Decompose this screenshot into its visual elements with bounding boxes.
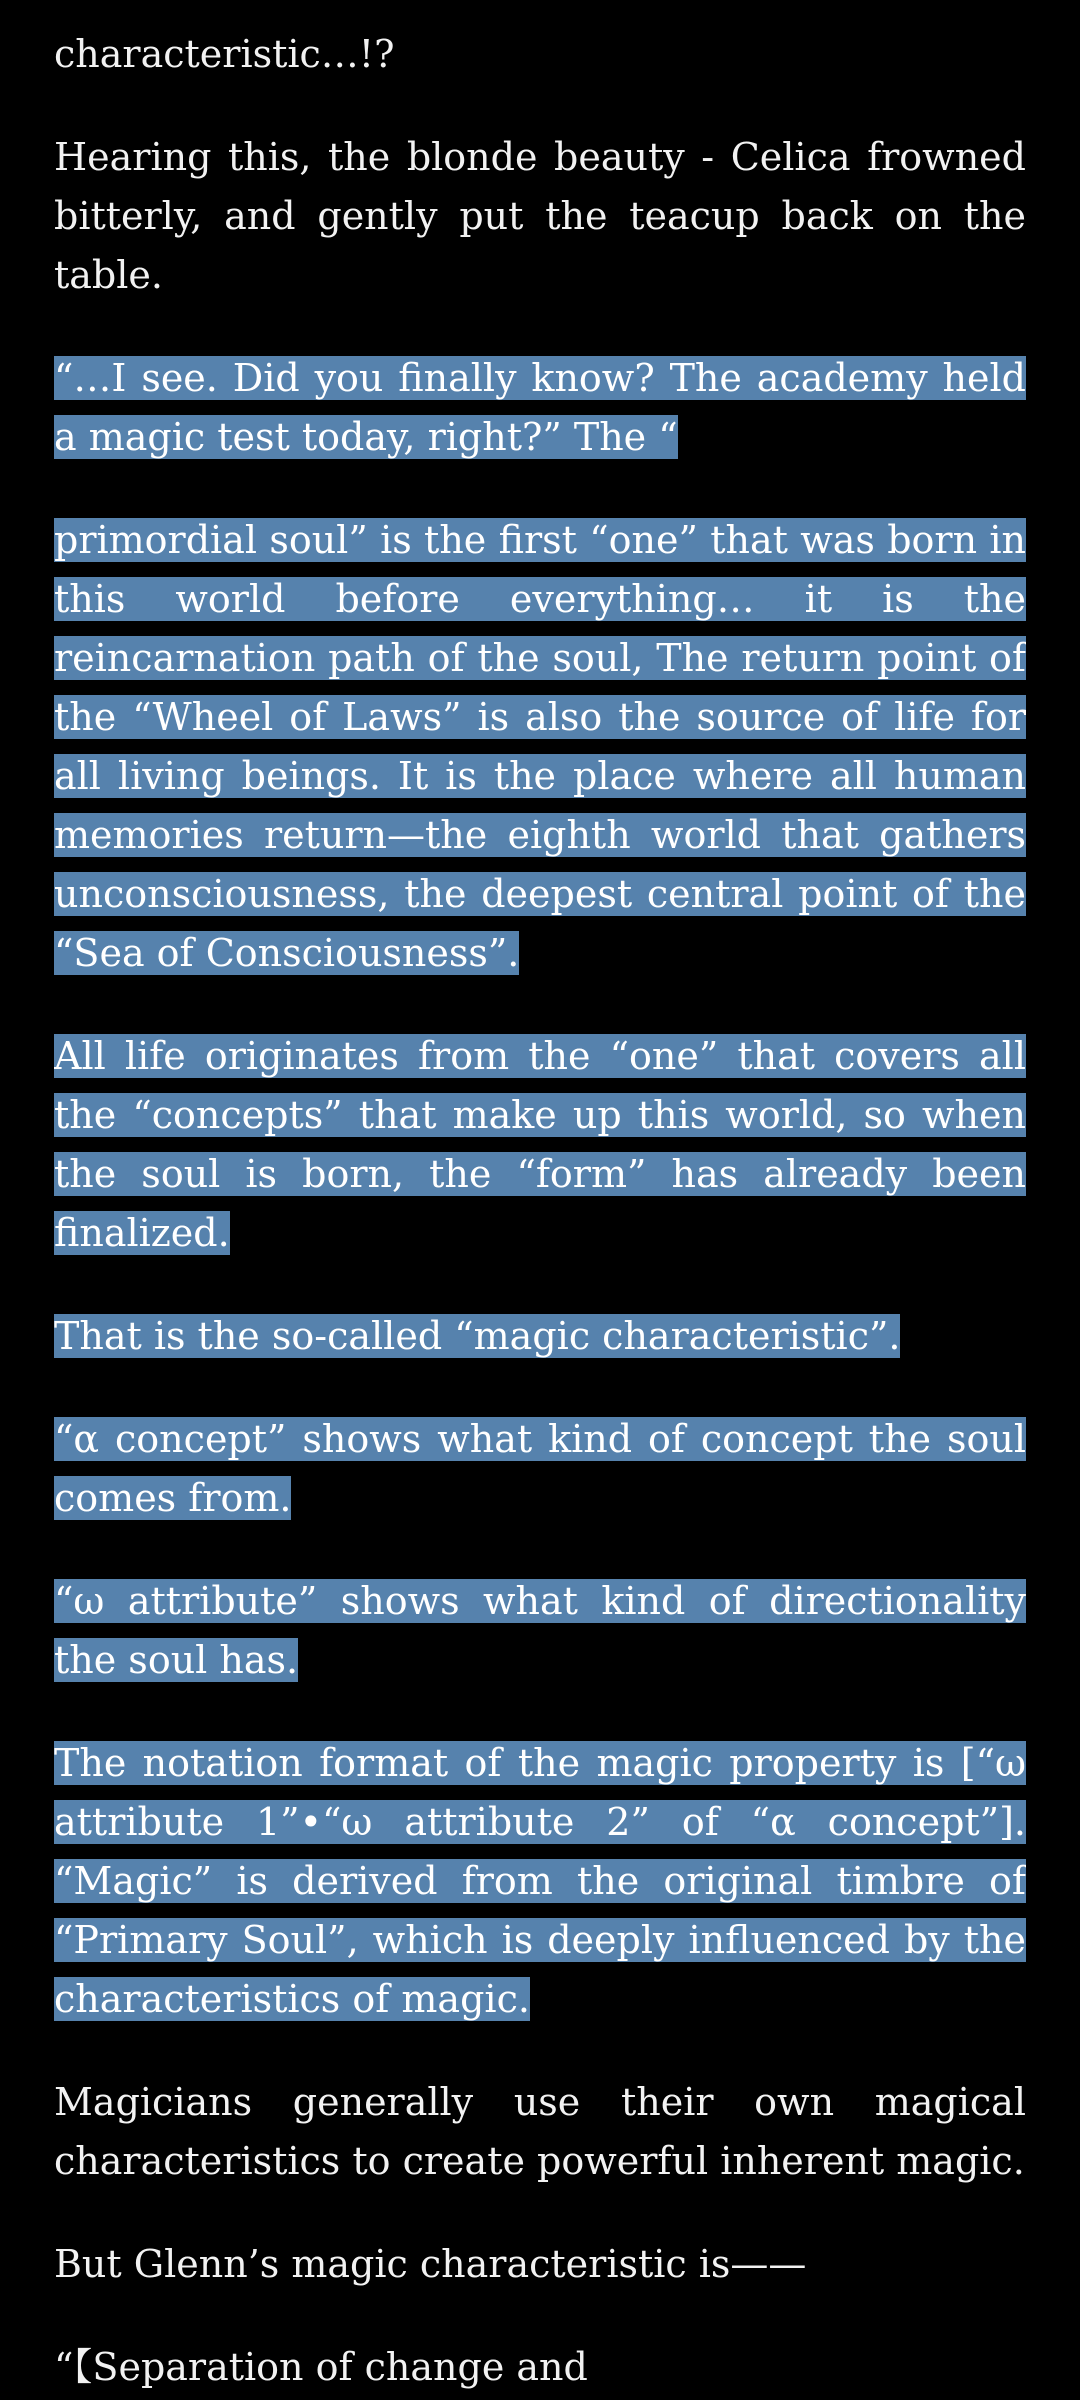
paragraph-text: Hearing this, the blonde beauty - Celica frowned bitterly, and gently put the teacup back on the table. (54, 135, 1026, 297)
paragraph-selected[interactable] (54, 349, 1026, 467)
selected-text[interactable]: All life originates from the “one” that covers all the “concepts” that make up this world, so when the soul is born, the “form” has already been finalized. (54, 1034, 1026, 1255)
paragraph-selected[interactable] (54, 511, 1026, 983)
reader-text-area[interactable] (54, 0, 1026, 2400)
paragraph-cut-bottom (54, 2338, 1026, 2397)
selected-text[interactable]: The notation format of the magic property is [“ω attribute 1”•“ω attribute 2” of “α concept”]. “Magic” is derived from the original timbre of “Primary Soul”, which is deeply influenced by the characteristics of magic. (54, 1741, 1026, 2021)
paragraph-cut-top (54, 25, 1026, 84)
paragraph-selected[interactable] (54, 1027, 1026, 1263)
paragraph-text: But Glenn’s magic characteristic is—— (54, 2242, 807, 2286)
paragraph-selected[interactable] (54, 1572, 1026, 1690)
paragraph-text: characteristic…!? (54, 32, 395, 76)
paragraph-selected[interactable] (54, 1307, 1026, 1366)
paragraph (54, 2073, 1026, 2191)
paragraph-selected[interactable] (54, 1410, 1026, 1528)
paragraph-text: “【Separation of change and (54, 2345, 588, 2389)
selected-text[interactable]: That is the so-called “magic characteristic”. (54, 1314, 901, 1358)
selected-text[interactable]: “α concept” shows what kind of concept the soul comes from. (54, 1417, 1026, 1520)
selected-text[interactable]: primordial soul” is the first “one” that was born in this world before everything… it is the reincarnation path of the soul, The return point of the “Wheel of Laws” is also the source of life for all living beings. It is the place where all human memories return—the eighth world that gathers unconsciousness, the deepest central point of the “Sea of Consciousness”. (54, 518, 1026, 975)
paragraph-text: Magicians generally use their own magical characteristics to create powerful inherent magic. (54, 2080, 1026, 2183)
paragraph (54, 128, 1026, 305)
paragraph-selected[interactable] (54, 1734, 1026, 2029)
selected-text[interactable]: “…I see. Did you finally know? The academy held a magic test today, right?” The “ (54, 356, 1026, 459)
paragraph (54, 2235, 1026, 2294)
selected-text[interactable]: “ω attribute” shows what kind of directionality the soul has. (54, 1579, 1026, 1682)
